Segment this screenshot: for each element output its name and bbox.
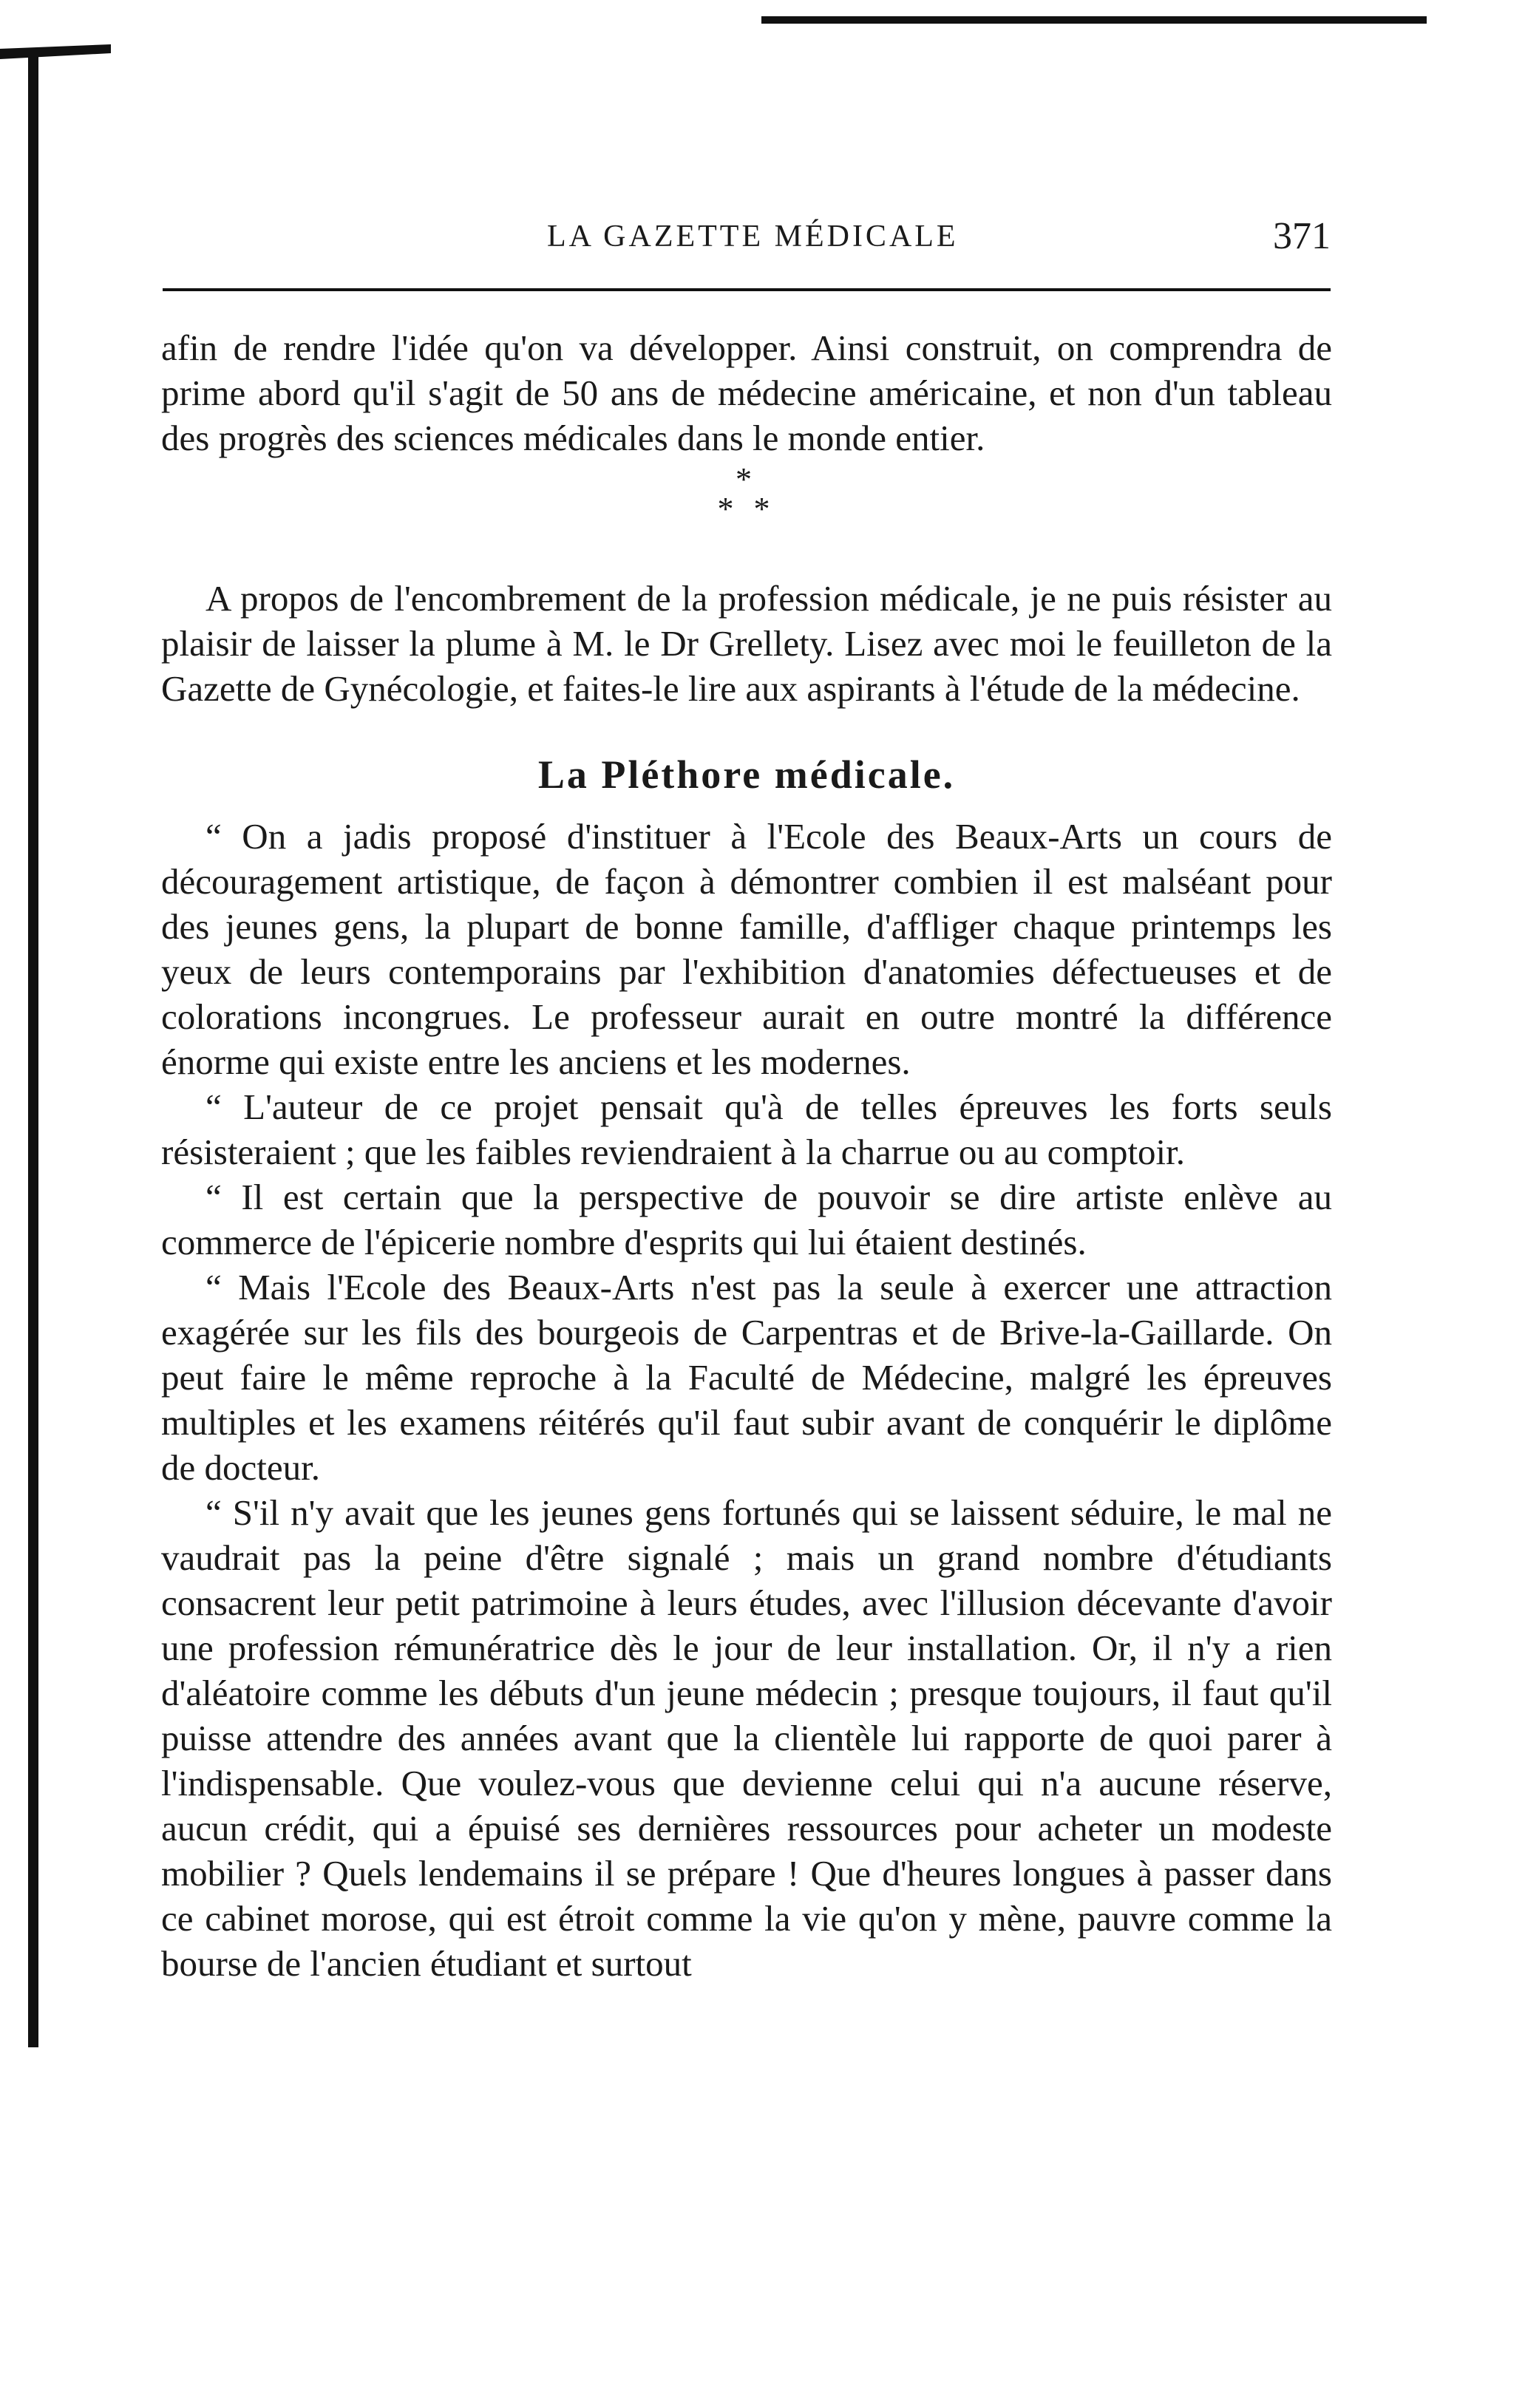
running-title: LA GAZETTE MÉDICALE <box>547 220 959 254</box>
page-header <box>163 214 1331 266</box>
header-rule <box>163 288 1331 291</box>
paragraph: “ L'auteur de ce projet pensait qu'à de telles épreuves les forts seuls résisteraient ; que les faibles reviendraient à la charrue ou au comptoir. <box>161 1086 1332 1172</box>
page-body <box>161 325 1332 1986</box>
separator-stars-bottom: * * <box>717 491 776 527</box>
paragraph: “ Il est certain que la perspective de pouvoir se dire artiste enlève au commerce de l'épicerie nombre d'esprits qui lui étaient destinés. <box>161 1177 1332 1262</box>
top-edge-rule <box>761 16 1427 24</box>
binding-edge-cap <box>0 44 111 59</box>
separator-star-top: * <box>736 461 758 497</box>
page-number: 371 <box>1273 215 1331 257</box>
paragraph-continuation: afin de rendre l'idée qu'on va développer. Ainsi construit, on comprendra de prime abord qu'il s'agit de 50 ans de médecine américaine, et non d'un tableau des progrès des sciences médicales dans le monde entier. <box>161 327 1332 458</box>
paragraph-intro: A propos de l'encombrement de la profession médicale, je ne puis résister au plaisir de laisser la plume à M. le Dr Grellety. Lisez avec moi le feuilleton de la Gazette de Gynécologie, et faites-le lire aux aspirants à l'étude de la médecine. <box>161 578 1332 709</box>
section-heading: La Pléthore médicale. <box>537 752 956 797</box>
paragraph: “ Mais l'Ecole des Beaux-Arts n'est pas la seule à exercer une attraction exagérée sur les fils des bourgeois de Carpentras et de Brive-la-Gaillarde. On peut faire le même reproche à la Faculté de Médecine, malgré les épreuves multiples et les examens réitérés qu'il faut subir avant de conquérir le diplôme de docteur. <box>161 1267 1332 1488</box>
section-separator <box>161 461 1332 527</box>
paragraph: “ On a jadis proposé d'instituer à l'Ecole des Beaux-Arts un cours de découragement artistique, de façon à démontrer combien il est malséant pour des jeunes gens, la plupart de bonne famille, d'affliger chaque printemps les yeux de leurs contemporains par l'exhibition d'anatomies défectueuses et de colorations incongrues. Le professeur aurait en outre montré la différence énorme qui existe entre les anciens et les modernes. <box>161 816 1332 1082</box>
binding-edge <box>28 52 38 2047</box>
paragraph: “ S'il n'y avait que les jeunes gens fortunés qui se laissent séduire, le mal ne vaudrait pas la peine d'être signalé ; mais un grand nombre d'étudiants consacrent leur petit patrimoine à leurs études, avec l'illusion décevante d'avoir une profession rémunératrice dès le jour de leur installation. Or, il n'y a rien d'aléatoire comme les débuts d'un jeune médecin ; presque toujours, il faut qu'il puisse attendre des années avant que la clientèle lui rapporte de quoi parer à l'indispensable. Que voulez-vous que devienne celui qui n'a aucune réserve, aucun crédit, qui a épuisé ses dernières ressources pour acheter un modeste mobilier ? Quels lendemains il se prépare ! Que d'heures longues à passer dans ce cabinet morose, qui est étroit comme la vie qu'on y mène, pauvre comme la bourse de l'ancien étudiant et surtout <box>161 1492 1332 1984</box>
